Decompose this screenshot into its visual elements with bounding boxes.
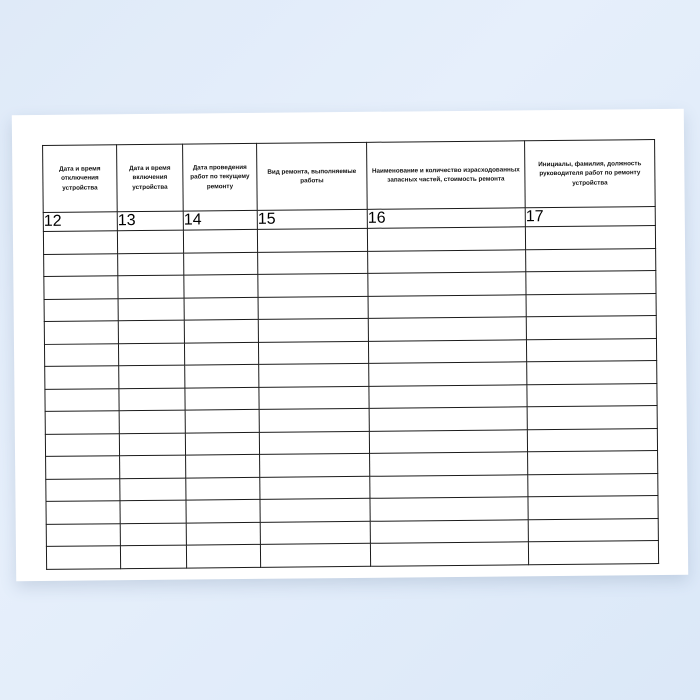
table-cell[interactable]	[370, 474, 528, 498]
table-cell[interactable]	[260, 543, 370, 567]
column-number-14: 14	[183, 210, 257, 230]
table-cell[interactable]	[260, 453, 370, 477]
journal-table	[42, 139, 659, 569]
table-cell[interactable]	[44, 321, 118, 344]
table-cell[interactable]	[368, 339, 526, 363]
table-cell[interactable]	[46, 501, 120, 524]
table-cell[interactable]	[369, 429, 527, 453]
table-cell[interactable]	[367, 227, 525, 251]
table-cell[interactable]	[528, 518, 658, 542]
table-cell[interactable]	[44, 276, 118, 299]
table-cell[interactable]	[526, 293, 656, 317]
table-cell[interactable]	[525, 226, 655, 250]
table-cell[interactable]	[118, 253, 184, 276]
table-cell[interactable]	[258, 296, 368, 320]
table-cell[interactable]	[527, 361, 657, 385]
table-cell[interactable]	[368, 249, 526, 273]
table-cell[interactable]	[186, 499, 260, 522]
column-header-startup-datetime: Дата и время включения устройства	[117, 144, 184, 212]
column-number-17: 17	[525, 207, 655, 227]
column-header-repair-type: Вид ремонта, выполняемые работы	[257, 142, 368, 210]
table-cell[interactable]	[526, 316, 656, 340]
table-cell[interactable]	[186, 522, 260, 545]
column-number-12: 12	[43, 212, 117, 232]
table-cell[interactable]	[260, 498, 370, 522]
table-cell[interactable]	[260, 476, 370, 500]
table-cell[interactable]	[368, 272, 526, 296]
column-header-repair-date: Дата проведения работ по текущему ремонту	[183, 143, 258, 211]
table-cell[interactable]	[185, 387, 259, 410]
table-cell[interactable]	[120, 523, 186, 546]
table-cell[interactable]	[528, 451, 658, 475]
table-cell[interactable]	[526, 248, 656, 272]
table-cell[interactable]	[369, 362, 527, 386]
table-cell[interactable]	[257, 228, 367, 252]
table-cell[interactable]	[259, 408, 369, 432]
table-cell[interactable]	[184, 252, 258, 275]
table-cell[interactable]	[527, 406, 657, 430]
table-cell[interactable]	[120, 455, 186, 478]
column-number-16: 16	[367, 208, 525, 229]
table-cell[interactable]	[370, 519, 528, 543]
table-cell[interactable]	[369, 384, 527, 408]
table-cell[interactable]	[259, 363, 369, 387]
table-cell[interactable]	[45, 366, 119, 389]
table-cell[interactable]	[258, 341, 368, 365]
table-cell[interactable]	[118, 343, 184, 366]
table-cell[interactable]	[184, 297, 258, 320]
table-cell[interactable]	[45, 433, 119, 456]
table-cell[interactable]	[118, 275, 184, 298]
table-cell[interactable]	[370, 497, 528, 521]
table-cell[interactable]	[119, 433, 185, 456]
table-cell[interactable]	[370, 452, 528, 476]
table-cell[interactable]	[46, 546, 120, 569]
table-cell[interactable]	[370, 542, 528, 566]
table-cell[interactable]	[185, 364, 259, 387]
table-cell[interactable]	[259, 386, 369, 410]
table-cell[interactable]	[260, 521, 370, 545]
table-cell[interactable]	[184, 319, 258, 342]
table-cell[interactable]	[528, 473, 658, 497]
table-cell[interactable]	[46, 523, 120, 546]
table-cell[interactable]	[185, 409, 259, 432]
column-number-13: 13	[117, 211, 183, 231]
table-cell[interactable]	[120, 545, 186, 568]
table-cell[interactable]	[527, 383, 657, 407]
table-cell[interactable]	[183, 229, 257, 252]
table-cell[interactable]	[118, 320, 184, 343]
table-cell[interactable]	[44, 343, 118, 366]
table-cell[interactable]	[45, 411, 119, 434]
table-row	[46, 541, 658, 569]
column-number-15: 15	[257, 209, 367, 229]
table-cell[interactable]	[184, 274, 258, 297]
table-cell[interactable]	[369, 407, 527, 431]
table-cell[interactable]	[527, 428, 657, 452]
table-cell[interactable]	[44, 298, 118, 321]
table-cell[interactable]	[43, 231, 117, 254]
table-cell[interactable]	[258, 318, 368, 342]
table-cell[interactable]	[45, 388, 119, 411]
header-row	[43, 140, 656, 213]
table-cell[interactable]	[185, 432, 259, 455]
table-cell[interactable]	[44, 253, 118, 276]
table-cell[interactable]	[368, 294, 526, 318]
table-cell[interactable]	[46, 456, 120, 479]
table-cell[interactable]	[528, 496, 658, 520]
table-cell[interactable]	[186, 544, 260, 567]
table-cell[interactable]	[119, 365, 185, 388]
table-cell[interactable]	[258, 273, 368, 297]
paper-sheet	[12, 109, 688, 581]
table-cell[interactable]	[117, 230, 183, 253]
column-header-responsible-person: Инициалы, фамилия, должность руководителя работ по ремонту устройства	[525, 140, 656, 208]
table-body	[43, 226, 658, 569]
table-cell[interactable]	[119, 410, 185, 433]
table-cell[interactable]	[118, 298, 184, 321]
column-header-parts-and-cost: Наименование и количество израсходованных запасных частей, стоимость ремонта	[367, 141, 526, 210]
table-cell[interactable]	[526, 338, 656, 362]
table-cell[interactable]	[258, 251, 368, 275]
table-cell[interactable]	[186, 454, 260, 477]
table-cell[interactable]	[528, 541, 658, 565]
column-header-shutdown-datetime: Дата и время отключения устройства	[43, 145, 118, 213]
table-cell[interactable]	[186, 477, 260, 500]
table-cell[interactable]	[184, 342, 258, 365]
table-cell[interactable]	[259, 431, 369, 455]
table-cell[interactable]	[368, 317, 526, 341]
table-cell[interactable]	[526, 271, 656, 295]
table-cell[interactable]	[119, 388, 185, 411]
table-header	[43, 140, 656, 232]
journal-table-wrapper	[42, 139, 658, 553]
table-cell[interactable]	[120, 500, 186, 523]
table-cell[interactable]	[120, 478, 186, 501]
table-cell[interactable]	[46, 478, 120, 501]
